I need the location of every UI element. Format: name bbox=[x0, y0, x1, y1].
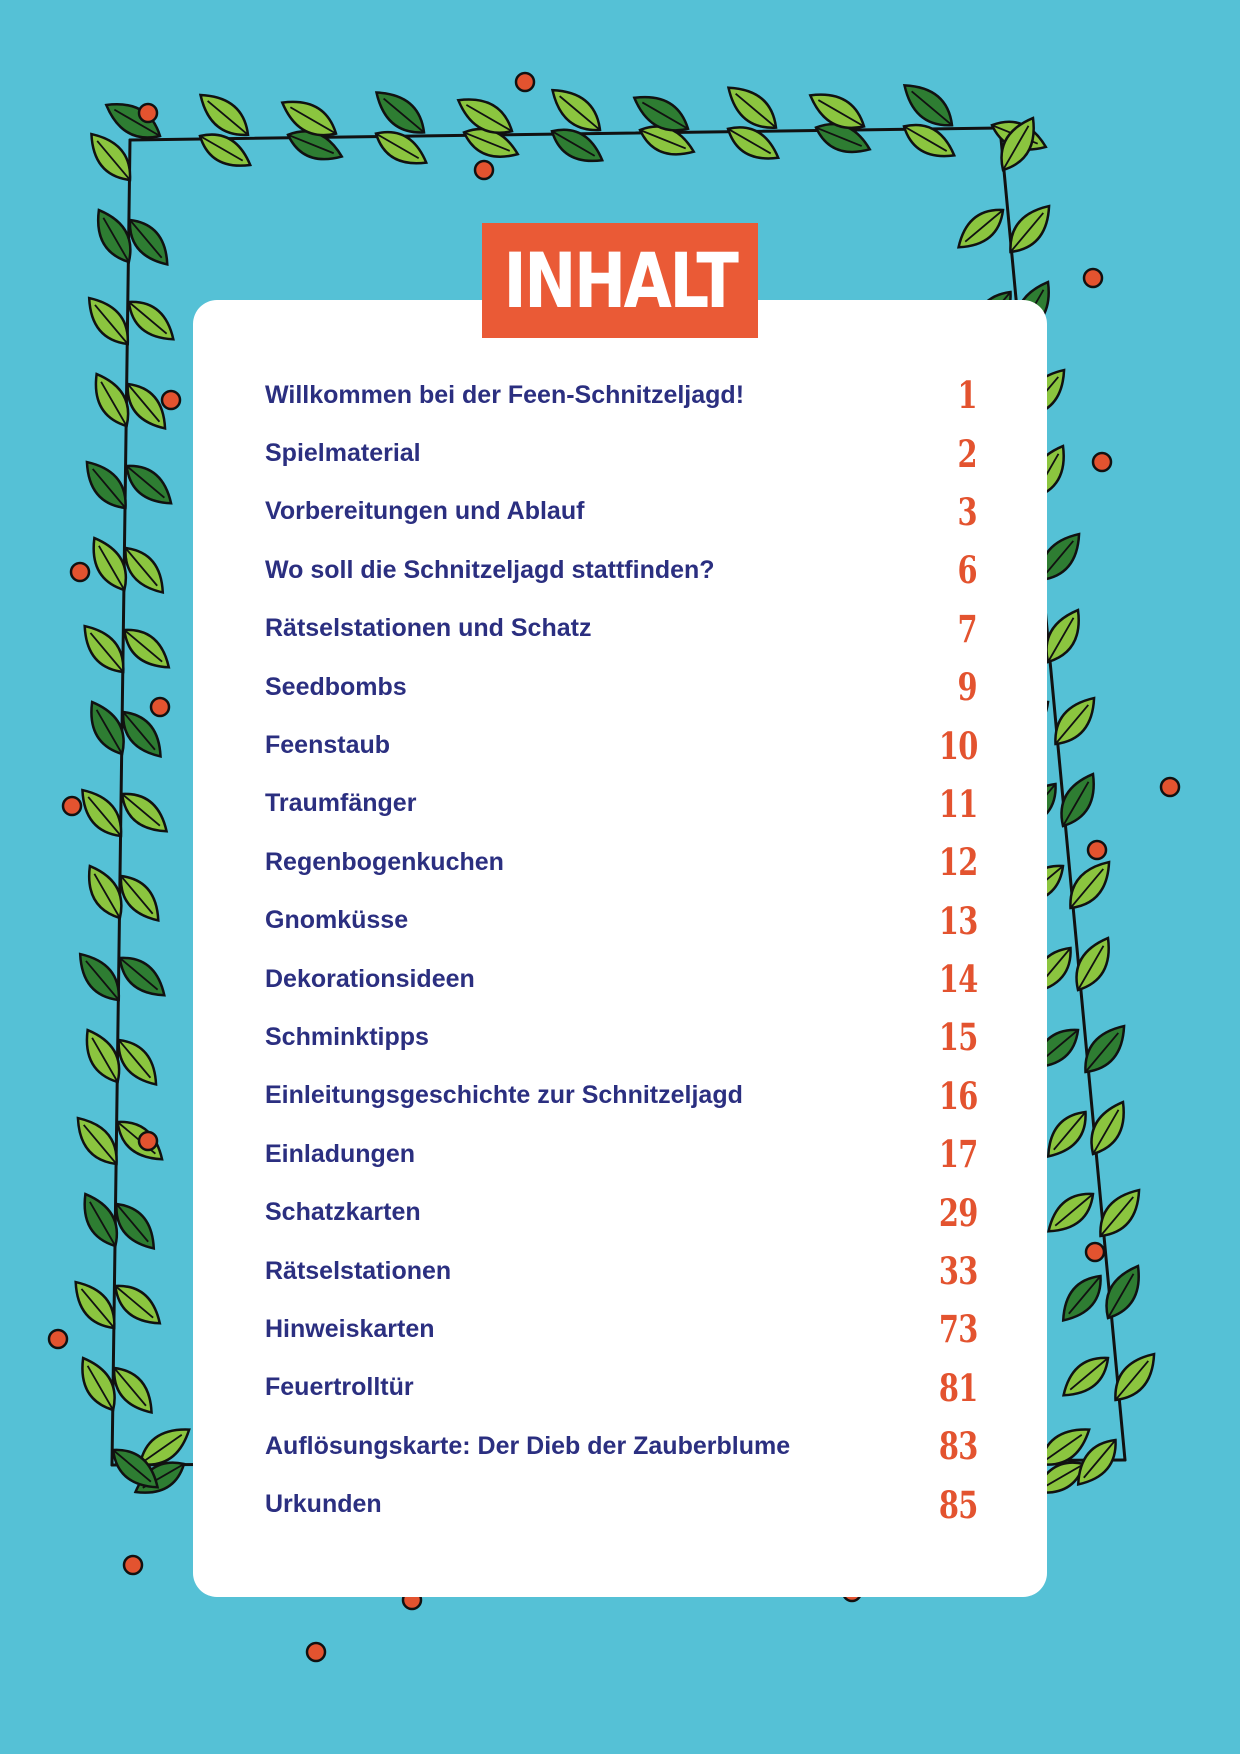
berry-icon bbox=[1086, 1243, 1104, 1261]
toc-entry-label: Seedbombs bbox=[265, 672, 407, 701]
toc-entry-page-number: 2 bbox=[957, 431, 977, 476]
leaf-icon bbox=[112, 949, 172, 1005]
page-title: INHALT bbox=[503, 235, 737, 325]
berry-icon bbox=[1088, 841, 1106, 859]
toc-entry-page-number: 15 bbox=[938, 1015, 977, 1060]
toc-entry-page-number: 1 bbox=[957, 373, 977, 418]
toc-entry-page-number: 9 bbox=[957, 665, 977, 710]
toc-entry bbox=[265, 1475, 977, 1533]
toc-entry-label: Feuertrolltür bbox=[265, 1373, 414, 1402]
toc-entry bbox=[265, 833, 977, 891]
toc-entry-page-number: 83 bbox=[938, 1424, 977, 1469]
toc-entry-page-number: 11 bbox=[938, 781, 977, 826]
toc-entry-page-number: 81 bbox=[938, 1365, 977, 1410]
toc-entry bbox=[265, 950, 977, 1008]
toc-entry bbox=[265, 1067, 977, 1125]
toc-entry bbox=[265, 1359, 977, 1417]
table-of-contents bbox=[265, 366, 977, 1534]
leaf-icon bbox=[951, 201, 1011, 257]
berry-icon bbox=[71, 563, 89, 581]
toc-entry bbox=[265, 424, 977, 482]
leaf-icon bbox=[119, 457, 179, 513]
toc-entry-label: Spielmaterial bbox=[265, 439, 421, 468]
berry-icon bbox=[139, 104, 157, 122]
berry-icon bbox=[1093, 453, 1111, 471]
toc-entry-label: Schatzkarten bbox=[265, 1198, 421, 1227]
toc-entry-label: Wo soll die Schnitzeljagd stattfinden? bbox=[265, 555, 715, 584]
toc-entry-page-number: 73 bbox=[938, 1307, 977, 1352]
leaf-icon bbox=[121, 293, 181, 349]
berry-icon bbox=[139, 1132, 157, 1150]
toc-entry bbox=[265, 541, 977, 599]
toc-entry bbox=[265, 600, 977, 658]
berry-icon bbox=[49, 1330, 67, 1348]
leaf-icon bbox=[117, 621, 177, 677]
toc-entry-page-number: 3 bbox=[957, 489, 977, 534]
toc-entry-label: Einleitungsgeschichte zur Schnitzeljagd bbox=[265, 1081, 743, 1110]
toc-entry-label: Urkunden bbox=[265, 1490, 382, 1519]
berry-icon bbox=[475, 161, 493, 179]
toc-entry-label: Einladungen bbox=[265, 1139, 415, 1168]
toc-entry bbox=[265, 1183, 977, 1241]
toc-entry-label: Vorbereitungen und Ablauf bbox=[265, 497, 585, 526]
toc-entry-page-number: 12 bbox=[938, 840, 977, 885]
toc-entry-page-number: 14 bbox=[938, 957, 977, 1002]
toc-entry-label: Rätselstationen und Schatz bbox=[265, 614, 592, 643]
toc-entry-label: Rätselstationen bbox=[265, 1256, 452, 1285]
toc-entry bbox=[265, 366, 977, 424]
leaf-icon bbox=[1082, 1096, 1134, 1161]
toc-entry bbox=[265, 1242, 977, 1300]
berry-icon bbox=[1084, 269, 1102, 287]
berry-icon bbox=[63, 797, 81, 815]
leaf-icon bbox=[1039, 1104, 1095, 1164]
toc-entry-page-number: 33 bbox=[938, 1249, 977, 1294]
toc-entry-page-number: 85 bbox=[938, 1482, 977, 1527]
toc-entry-page-number: 13 bbox=[938, 898, 977, 943]
toc-entry bbox=[265, 483, 977, 541]
toc-entry-label: Regenbogenkuchen bbox=[265, 847, 504, 876]
berry-icon bbox=[162, 391, 180, 409]
toc-entry-page-number: 10 bbox=[938, 723, 977, 768]
toc-entry bbox=[265, 658, 977, 716]
toc-entry-label: Schminktipps bbox=[265, 1022, 429, 1051]
toc-entry-page-number: 16 bbox=[938, 1073, 977, 1118]
toc-entry bbox=[265, 1300, 977, 1358]
toc-entry bbox=[265, 775, 977, 833]
toc-entry bbox=[265, 1008, 977, 1066]
toc-entry-label: Hinweiskarten bbox=[265, 1314, 435, 1343]
toc-entry-page-number: 17 bbox=[938, 1132, 977, 1177]
leaf-icon bbox=[1041, 1185, 1101, 1241]
toc-entry-page-number: 7 bbox=[957, 606, 977, 651]
toc-entry bbox=[265, 1125, 977, 1183]
toc-entry-page-number: 6 bbox=[957, 548, 977, 593]
title-banner bbox=[482, 223, 758, 338]
leaf-icon bbox=[108, 1277, 168, 1333]
toc-entry-label: Auflösungskarte: Der Dieb der Zauberblume bbox=[265, 1431, 791, 1460]
berry-icon bbox=[307, 1643, 325, 1661]
toc-entry-label: Gnomküsse bbox=[265, 906, 409, 935]
leaf-icon bbox=[1054, 1268, 1110, 1328]
berry-icon bbox=[151, 698, 169, 716]
toc-entry-label: Willkommen bei der Feen-Schnitzeljagd! bbox=[265, 380, 745, 409]
toc-entry-label: Traumfänger bbox=[265, 789, 417, 818]
leaf-icon bbox=[114, 785, 174, 841]
toc-entry-label: Feenstaub bbox=[265, 731, 391, 760]
toc-entry bbox=[265, 1417, 977, 1475]
toc-entry-label: Dekorationsideen bbox=[265, 964, 475, 993]
toc-entry bbox=[265, 716, 977, 774]
toc-entry-page-number: 29 bbox=[938, 1190, 977, 1235]
berry-icon bbox=[1161, 778, 1179, 796]
berry-icon bbox=[516, 73, 534, 91]
berry-icon bbox=[124, 1556, 142, 1574]
leaf-icon bbox=[1097, 1260, 1149, 1325]
toc-entry bbox=[265, 892, 977, 950]
leaf-icon bbox=[1056, 1349, 1116, 1405]
